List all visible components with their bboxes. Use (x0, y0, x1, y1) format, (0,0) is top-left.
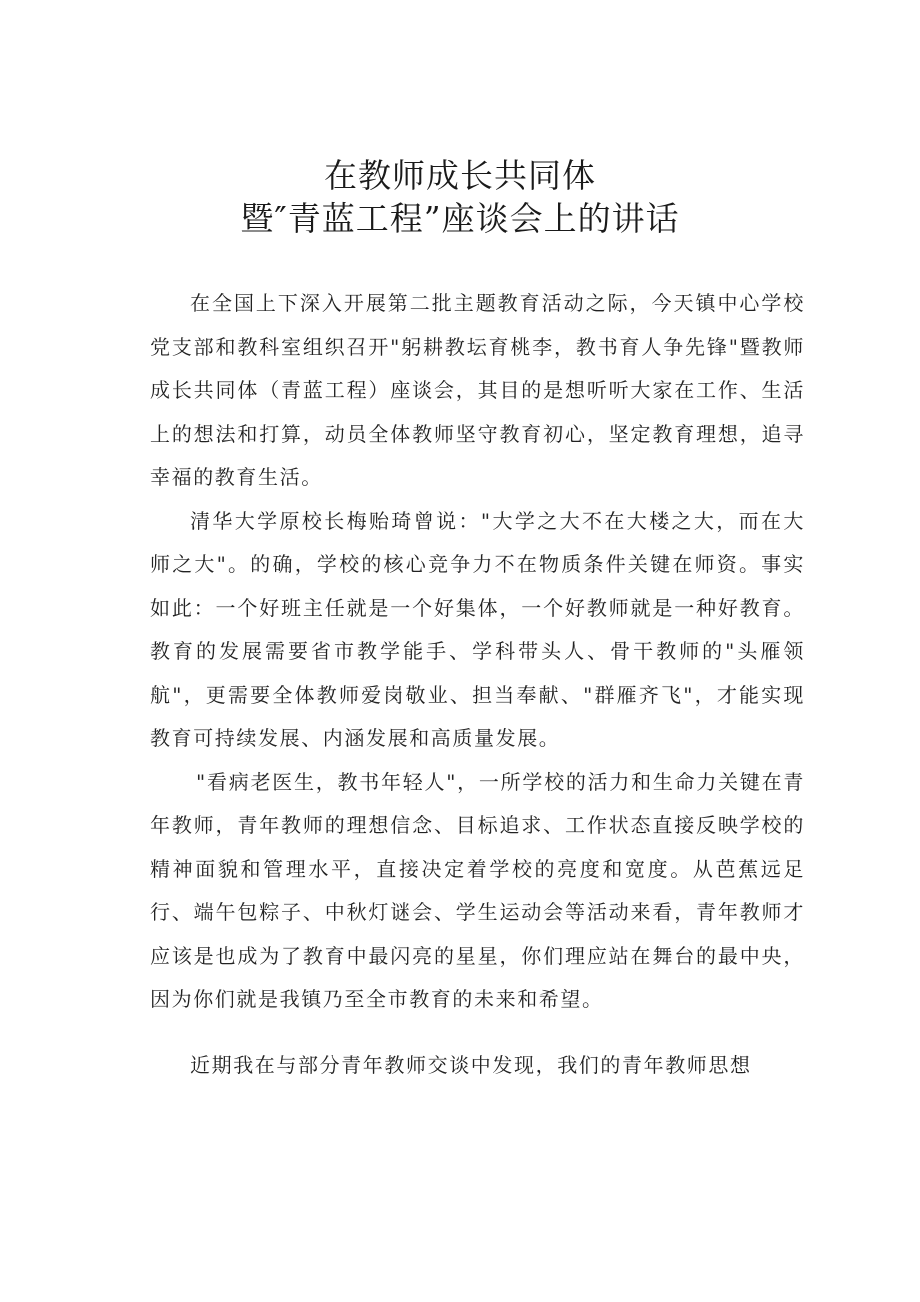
paragraph-2: 清华大学原校长梅贻琦曾说："大学之大不在大楼之大，而在大师之大"。的确，学校的核心竞争力不在物质条件关键在师资。事实如此：一个好班主任就是一个好集体，一个好教师就是一种好教育。教育的发展需要省市教学能手、学科带头人、骨干教师的"头雁领航"，更需要全体教师爱岗敬业、担当奉献、"群雁齐飞"，才能实现教育可持续发展、内涵发展和高质量发展。 (150, 508, 805, 750)
paragraph-3: "看病老医生，教书年轻人"，一所学校的活力和生命力关键在青年教师，青年教师的理想信念、目标追求、工作状态直接反映学校的精神面貌和管理水平，直接决定着学校的亮度和宽度。从芭蕉远足行、端午包粽子、中秋灯谜会、学生运动会等活动来看，青年教师才应该是也成为了教育中最闪亮的星星，你们理应站在舞台的最中央，因为你们就是我镇乃至全市教育的未来和希望。 (150, 769, 805, 1011)
document-title-line-1: 在教师成长共同体 (324, 156, 596, 195)
paragraph-1: 在全国上下深入开展第二批主题教育活动之际，今天镇中心学校党支部和教科室组织召开"躬耕教坛育桃李，教书育人争先锋"暨教师成长共同体（青蓝工程）座谈会，其目的是想听听大家在工作、生活上的想法和打算，动员全体教师坚守教育初心，坚定教育理想，追寻幸福的教育生活。 (150, 291, 805, 489)
document-title-line-2: 暨″青蓝工程”座谈会上的讲话 (240, 199, 680, 238)
document-body (150, 282, 805, 1087)
paragraph-4: 近期我在与部分青年教师交谈中发现，我们的青年教师思想 (190, 1052, 752, 1077)
